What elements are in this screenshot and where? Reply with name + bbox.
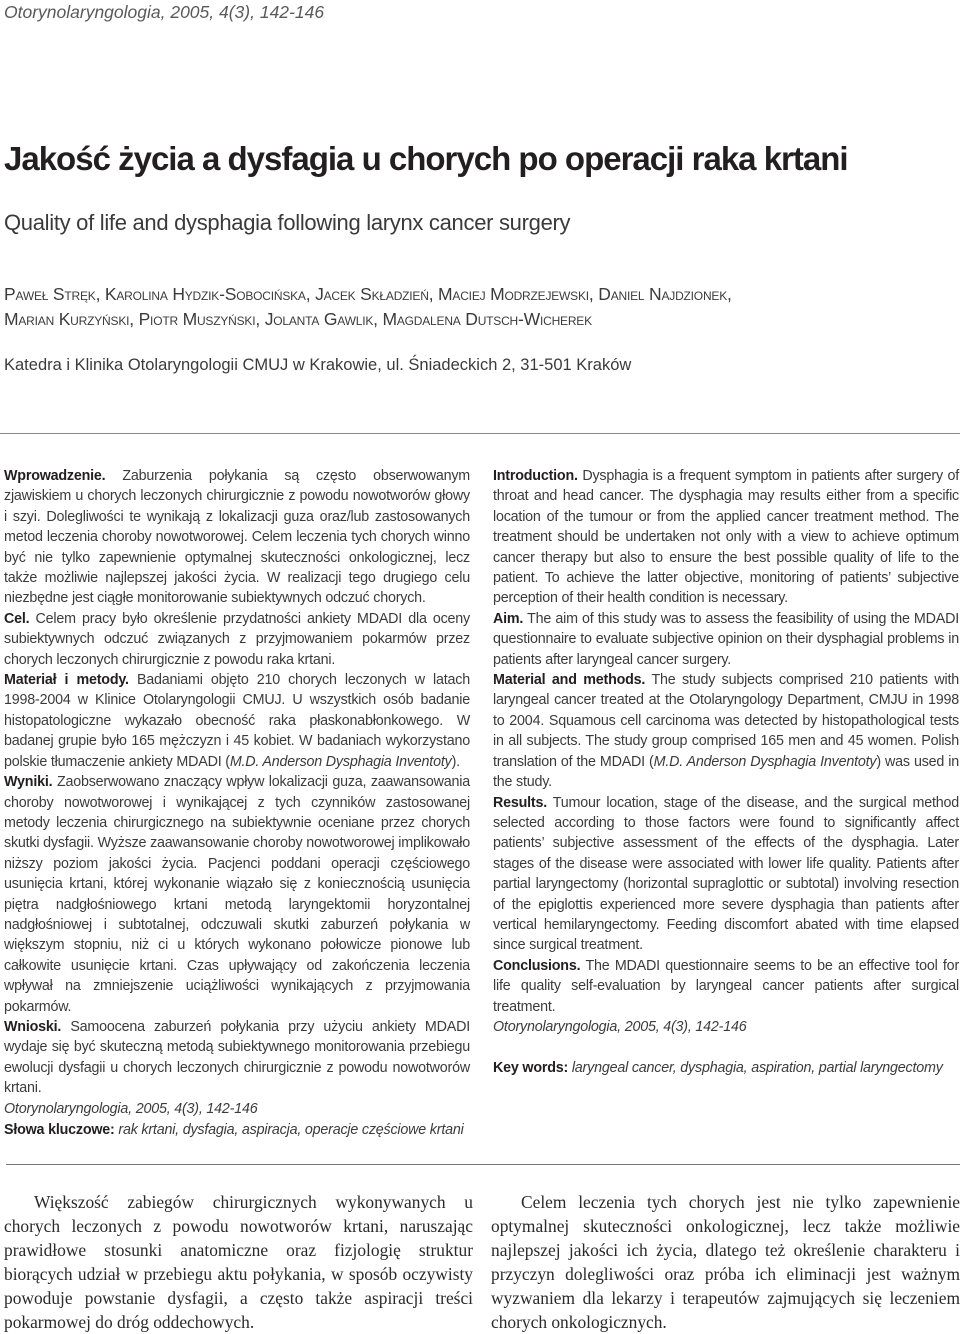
affiliation: Katedra i Klinika Otolaryngologii CMUJ w Krakowie, ul. Śniadeckich 2, 31-501 Kraków: [4, 356, 632, 374]
abstract-en-methods-label: Material and methods.: [493, 672, 646, 689]
abstract-pl-conclusions: [4, 1017, 470, 1099]
abstract-en-methods-text: The study subjects comprised 210 patients with laryngeal cancer treated at the Otolaryngology Department, CMJU in 1998 to 2004. Squamous cell carcinoma was detected by histopathological tests in all subjects. The study group comprised 165 men and 45 women. Polish translation of the MDADI (: [493, 672, 959, 770]
author-line-1: Paweł Stręk, Karolina Hydzik-Sobocińska, Jacek Składzień, Maciej Modrzejewski, Daniel Najdzionek,: [4, 284, 732, 304]
abstract-en-methods: [493, 670, 959, 792]
keywords-pl: [4, 1120, 464, 1140]
body-divider: [6, 1164, 960, 1165]
abstract-en-intro-text: Dysphagia is a frequent symptom in patients after surgery of throat and head cancer. The dysphagia may results either from a specific location of the tumour or from the applied cancer treatment method. The treatment should be undertaken not only with a view to achieve optimum cancer therapy but also to ensure the best possible quality of life to the patient. To achieve the latter objective, monitoring of patients’ subjective perception of their health condition is necessary.: [493, 468, 959, 607]
abstract-pl-methods-label: Materiał i metody.: [4, 672, 129, 689]
body-left-text: Większość zabiegów chirurgicznych wykonywanych u chorych leczonych z powodu nowotworów krtani, naruszając prawidłowe stosunki anatomiczne oraz fizjologię struktur biorących udział w przebiegu aktu połykania, w sposób oczywisty powoduje powstanie dysfagii, a często także aspiracji treści pokarmowej do dróg oddechowych.: [4, 1192, 473, 1332]
abstract-pl-aim: [4, 609, 470, 670]
journal-header: Otorynolaryngologia, 2005, 4(3), 142-146: [4, 2, 325, 22]
abstract-pl-aim-label: Cel.: [4, 610, 30, 627]
abstract-pl-methods-text-end: ).: [451, 753, 460, 770]
abstract-pl-citation: Otorynolaryngologia, 2005, 4(3), 142-146: [4, 1100, 258, 1117]
abstract-en-citation: Otorynolaryngologia, 2005, 4(3), 142-146: [493, 1018, 747, 1035]
abstract-pl-aim-text: Celem pracy było określenie przydatności ankiety MDADI dla oceny subiektywnych odczuć związanych z przyjmowaniem pokarmów przez chorych leczonych chirurgicznie z powodu raka krtani.: [4, 610, 470, 668]
page-subtitle-en: Quality of life and dysphagia following larynx cancer surgery: [4, 210, 571, 235]
abstract-pl-intro: [4, 466, 470, 609]
abstract-pl-methods-italic: M.D. Anderson Dysphagia Inventoty: [229, 753, 452, 770]
header-divider: [0, 433, 960, 434]
abstract-en-conclusions: [493, 956, 959, 1017]
body-right-text: Celem leczenia tych chorych jest nie tylko zapewnienie optymalnej skuteczności onkologicznej, lecz także możliwie najlepszej jakości ich życia, dlatego też określenie charakteru i przyczyn dolegliwości oraz próba ich eliminacji jest ważnym wyzwaniem dla lekarzy i terapeutów zajmujących się leczeniem chorych onkologicznych.: [491, 1192, 960, 1332]
abstract-en-aim: [493, 609, 959, 670]
abstract-pl: [4, 466, 470, 1119]
abstract-en-conclusions-label: Conclusions.: [493, 957, 581, 974]
abstract-pl-intro-label: Wprowadzenie.: [4, 468, 106, 484]
abstract-en-aim-label: Aim.: [493, 610, 524, 627]
abstract-pl-intro-text: Zaburzenia połykania są często obserwowanym zjawiskiem u chorych leczonych chirurgicznie z powodu nowotworów głowy i szyi. Dolegliwości te wynikają z lokalizacji guza oraz/lub zastosowanych metod leczenia choroby nowotworowej. Celem leczenia tych chorych winno być nie tylko zapewnienie optymalnej skuteczności onkologicznej, lecz także możliwie najlepszej jakości życia. W realizacji tego drugiego celu niezbędne jest ciągłe monitorowanie subiektywnych odczuć chorych.: [4, 468, 470, 607]
keywords-pl-value: rak krtani, dysfagia, aspiracja, operacje częściowe krtani: [114, 1122, 464, 1138]
abstract-pl-results-label: Wyniki.: [4, 774, 53, 791]
abstract-pl-results: [4, 772, 470, 1017]
keywords-en: [493, 1058, 943, 1078]
abstract-en-intro-label: Introduction.: [493, 468, 578, 484]
abstract-en-conclusions-text: The MDADI questionnaire seems to be an effective tool for life quality self-evaluation by laryngeal cancer patients after surgical treatment.: [493, 957, 959, 1015]
abstract-en-results: [493, 793, 959, 956]
abstract-en-results-label: Results.: [493, 794, 548, 811]
abstract-pl-methods: [4, 670, 470, 772]
keywords-en-label: Key words:: [493, 1060, 569, 1076]
abstract-en-aim-text: The aim of this study was to assess the feasibility of using the MDADI questionnaire to evaluate subjective opinion on their dysphagial problems in patients after laryngeal cancer surgery.: [493, 610, 959, 668]
abstract-en-methods-italic: M.D. Anderson Dysphagia Inventoty: [653, 753, 877, 770]
abstract-en-results-text: Tumour location, stage of the disease, and the surgical method selected according to those factors were found to significantly affect patients’ subjective assessment of the effects of the dysphagia. Later stages of the disease were associated with lower life quality. Patients after partial laryngectomy (horizontal supraglottic or subtotal) involving resection of the epiglottis experienced more severe dysphagia than patients after vertical hemilaryngectomy. Feeding discomfort abated with time elapsed since surgical treatment.: [493, 794, 959, 954]
abstract-en-methods-text-end: ) was used in the study.: [493, 753, 959, 791]
keywords-en-value: laryngeal cancer, dysphagia, aspiration, partial laryngectomy: [568, 1060, 943, 1076]
author-line-2: Marian Kurzyński, Piotr Muszyński, Jolanta Gawlik, Magdalena Dutsch-Wicherek: [4, 309, 592, 329]
author-list: [4, 282, 954, 332]
abstract-pl-conclusions-label: Wnioski.: [4, 1018, 62, 1035]
abstract-pl-conclusions-text: Samoocena zaburzeń połykania przy użyciu ankiety MDADI wydaje się być skuteczną metodą subiektywnego monitorowania przebiegu ewolucji dysfagii u chorych leczonych chirurgicznie z powodu nowotworów krtani.: [4, 1018, 470, 1097]
abstract-en: [493, 466, 959, 1037]
body-paragraph-left: [4, 1190, 473, 1334]
body-paragraph-right: [491, 1190, 960, 1334]
abstract-pl-results-text: Zaobserwowano znaczący wpływ lokalizacji guza, zaawansowania choroby nowotworowej i wynikającej z tych czynników zastosowanej metody leczenia chirurgicznego na subiektywnie oceniane przez chorych skutki dysfagii. Wyższe zaawansowanie choroby nowotworowej implikowało niższy poziom jakości życia. Pacjenci poddani operacji częściowego usunięcia krtani, której wykonanie wiązało się z koniecznością usunięcia piętra nadgłośniowego krtani metodą laryngektomii horyzontalnej nadgłośniowej i subtotalnej, odczuwali skutki zaburzeń połykania w większym stopniu, niż ci u których wykonano połowicze pionowe lub całkowite usunięcie krtani. Czas upływający od zakończenia leczenia wpływał na zmniejszenie uciążliwości wynikających z przyjmowania pokarmów.: [4, 774, 470, 1015]
abstract-pl-methods-text: Badaniami objęto 210 chorych leczonych w latach 1998-2004 w Klinice Otolaryngologii CMUJ. U wszystkich osób badanie histopatologiczne wykazało obecność raka płaskonabłonkowego. W badanej grupie było 165 mężczyzn i 45 kobiet. W badaniach wykorzystano polskie tłumaczenie ankiety MDADI (: [4, 672, 470, 770]
abstract-en-intro: [493, 466, 959, 609]
keywords-pl-label: Słowa kluczowe:: [4, 1122, 115, 1138]
page-title: Jakość życia a dysfagia u chorych po operacji raka krtani: [4, 140, 848, 177]
